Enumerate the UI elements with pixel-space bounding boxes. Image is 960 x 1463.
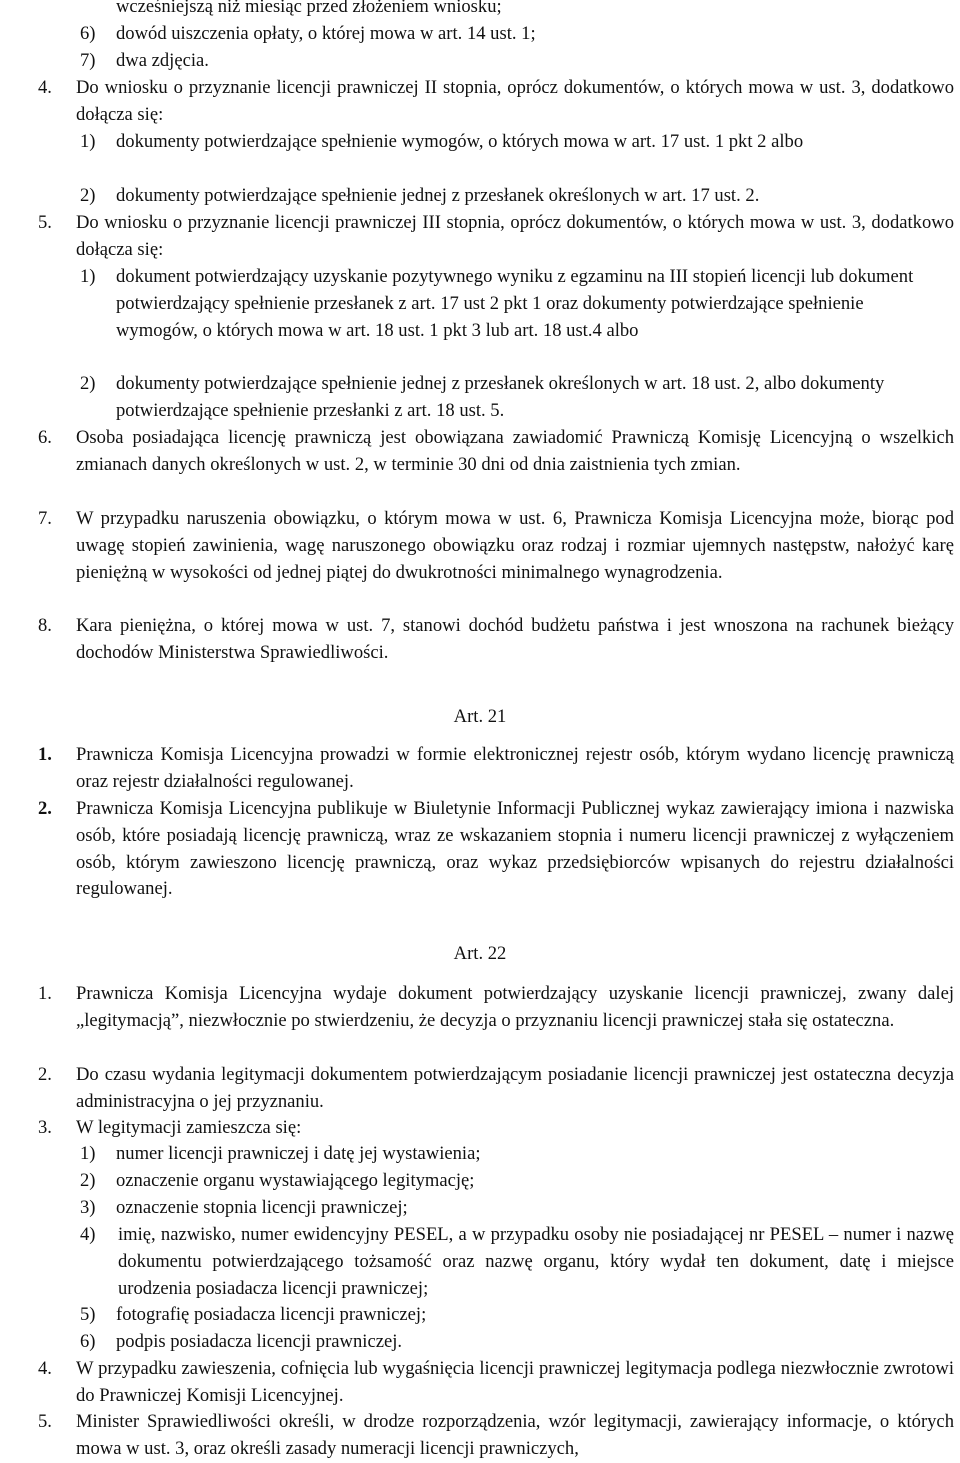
paragraph-number: 4. (38, 1358, 52, 1379)
item-number: 2) (80, 185, 96, 206)
art22-paragraph-4 (38, 1356, 954, 1410)
paragraph-8 (38, 613, 954, 667)
item-number: 3) (80, 1197, 96, 1218)
paragraph-number: 8. (38, 615, 52, 636)
item-number: 5) (80, 1304, 96, 1325)
item-text: dwa zdjęcia. (116, 50, 209, 71)
paragraph-text: Prawnicza Komisja Licencyjna publikuje w Biuletynie Informacji Publicznej wykaz zawierający imiona i nazwiska osób, które posiadają licencję prawniczą, wraz ze wskazaniem stopnia i numeru licencji prawniczej z wyłączeniem osób, którym zawieszono licencję prawniczą, oraz wykaz przedsiębiorców wpisanych do rejestru działalności regulowanej. (76, 798, 954, 900)
paragraph-number: 1. (38, 744, 52, 765)
point-1 (80, 1141, 940, 1168)
point-2 (80, 183, 940, 210)
point-5 (80, 1302, 940, 1329)
art22-paragraph-3 (38, 1115, 954, 1142)
item-number: 1) (80, 1143, 96, 1164)
item-text: oznaczenie organu wystawiającego legitymację; (116, 1170, 475, 1191)
item-text: fotografię posiadacza licencji prawniczej; (116, 1304, 427, 1325)
point-4 (80, 1222, 954, 1302)
paragraph-number: 5. (38, 1411, 52, 1432)
point-2 (80, 371, 940, 425)
paragraph-text: W przypadku zawieszenia, cofnięcia lub wygaśnięcia licencji prawniczej legitymacja podlega niezwłocznie zwrotowi do Prawniczej Komisji Licencyjnej. (76, 1358, 954, 1406)
art22-paragraph-5 (38, 1409, 954, 1463)
art22-paragraph-1 (38, 981, 954, 1035)
item-text: dowód uiszczenia opłaty, o której mowa w art. 14 ust. 1; (116, 23, 536, 44)
paragraph-5 (38, 210, 954, 264)
paragraph-text: Do czasu wydania legitymacji dokumentem potwierdzającym posiadanie licencji prawniczej jest ostateczna decyzja administracyjna o jej przyznaniu. (76, 1064, 954, 1112)
paragraph-number: 7. (38, 508, 52, 529)
paragraph-6 (38, 425, 954, 479)
paragraph-7 (38, 506, 954, 586)
continuation-text: wcześniejszą niż miesiąc przed złożeniem wniosku; (116, 0, 502, 17)
paragraph-text: W legitymacji zamieszcza się: (76, 1117, 302, 1138)
item-text: dokumenty potwierdzające spełnienie jednej z przesłanek określonych w art. 17 ust. 2. (116, 185, 760, 206)
paragraph-number: 4. (38, 77, 52, 98)
item-text: podpis posiadacza licencji prawniczej. (116, 1331, 403, 1352)
point-2 (80, 1168, 940, 1195)
paragraph-text: Do wniosku o przyznanie licencji prawniczej II stopnia, oprócz dokumentów, o których mowa w ust. 3, dodatkowo dołącza się: (76, 77, 954, 125)
article-heading-22: Art. 22 (453, 943, 507, 964)
paragraph-text: Do wniosku o przyznanie licencji prawniczej III stopnia, oprócz dokumentów, o których mowa w ust. 3, dodatkowo dołącza się: (76, 212, 954, 260)
paragraph-text: Minister Sprawiedliwości określi, w drodze rozporządzenia, wzór legitymacji, zawierający informacje, o których mowa w ust. 3, oraz określi zasady numeracji licencji prawniczych, (76, 1411, 954, 1459)
item-text: dokumenty potwierdzające spełnienie jednej z przesłanek określonych w art. 18 ust. 2, albo dokumenty potwierdzające spełnienie przesłanki z art. 18 ust. 5. (116, 373, 885, 421)
point-6 (80, 1329, 940, 1356)
paragraph-4 (38, 75, 954, 129)
paragraph-text: Prawnicza Komisja Licencyjna wydaje dokument potwierdzający uzyskanie licencji prawniczej, zwany dalej „legitymacją”, niezwłocznie po stwierdzeniu, że decyzja o przyznaniu licencji prawniczej stała się ostateczna. (76, 983, 954, 1031)
item-text: dokument potwierdzający uzyskanie pozytywnego wyniku z egzaminu na III stopień licencji lub dokument potwierdzający spełnienie przesłanek z art. 17 ust 2 pkt 1 oraz dokumenty potwierdzające spełnienie wymogów, o których mowa w art. 18 ust. 1 pkt 3 lub art. 18 ust.4 albo (116, 266, 914, 341)
item-text: dokumenty potwierdzające spełnienie wymogów, o których mowa w art. 17 ust. 1 pkt 2 albo (116, 131, 804, 152)
art21-paragraph-1 (38, 742, 954, 796)
item-number: 1) (80, 131, 96, 152)
paragraph-number: 5. (38, 212, 52, 233)
paragraph-text: Kara pieniężna, o której mowa w ust. 7, stanowi dochód budżetu państwa i jest wnoszona na rachunek bieżący dochodów Ministerstwa Sprawiedliwości. (76, 615, 954, 663)
item-text: imię, nazwisko, numer ewidencyjny PESEL, a w przypadku osoby nie posiadającej nr PESEL – numer i nazwę dokumentu potwierdzającego tożsamość oraz nazwę organu, który wydał ten dokument, datę i miejsce urodzenia posiadacza licencji prawniczej; (118, 1224, 954, 1299)
item-text: numer licencji prawniczej i datę jej wystawienia; (116, 1143, 481, 1164)
art22-paragraph-2 (38, 1062, 954, 1116)
paragraph-number: 1. (38, 983, 52, 1004)
paragraph-number: 6. (38, 427, 52, 448)
paragraph-number: 3. (38, 1117, 52, 1138)
item-number: 6) (80, 1331, 96, 1352)
paragraph-number: 2. (38, 798, 52, 819)
paragraph-text: W przypadku naruszenia obowiązku, o którym mowa w ust. 6, Prawnicza Komisja Licencyjna może, biorąc pod uwagę stopień zawinienia, wagę naruszonego obowiązku oraz rodzaj i rozmiar ujemnych następstw, nałożyć karę pieniężną w wysokości od jednej piątej do dwukrotności minimalnego wynagrodzenia. (76, 508, 954, 583)
point-1 (80, 129, 875, 156)
item-number: 2) (80, 1170, 96, 1191)
paragraph-text: Osoba posiadająca licencję prawniczą jest obowiązana zawiadomić Prawniczą Komisję Licencyjną o wszelkich zmianach danych określonych w ust. 2, w terminie 30 dni od dnia zaistnienia tych zmian. (76, 427, 954, 475)
item-number: 2) (80, 373, 96, 394)
article-heading-21: Art. 21 (453, 706, 507, 727)
item-text: oznaczenie stopnia licencji prawniczej; (116, 1197, 408, 1218)
item-number: 6) (80, 23, 96, 44)
art21-paragraph-2 (38, 796, 954, 903)
point-1 (80, 264, 940, 344)
list-item-7 (80, 48, 920, 75)
paragraph-number: 2. (38, 1064, 52, 1085)
item-number: 4) (80, 1224, 96, 1245)
paragraph-text: Prawnicza Komisja Licencyjna prowadzi w formie elektronicznej rejestr osób, którym wydano licencję prawniczą oraz rejestr działalności regulowanej. (76, 744, 954, 792)
item-number: 1) (80, 266, 96, 287)
list-item-6 (80, 21, 920, 48)
item-number: 7) (80, 50, 96, 71)
point-3 (80, 1195, 940, 1222)
